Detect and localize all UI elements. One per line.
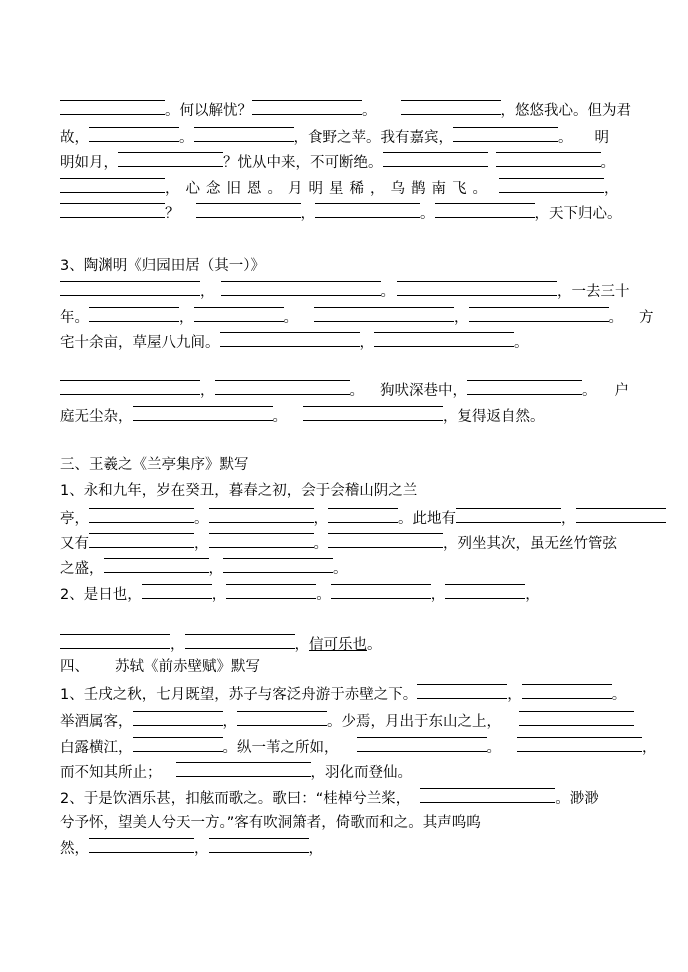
text: ，心念旧恩。月明星稀，乌鹊南飞。	[165, 181, 493, 197]
text-line	[60, 281, 630, 301]
blank-field[interactable]	[60, 100, 165, 115]
blank-field[interactable]	[60, 203, 165, 218]
text: ，	[308, 841, 323, 857]
text: ，	[300, 206, 315, 222]
text: 亭，	[60, 511, 89, 527]
blank-field[interactable]	[194, 127, 294, 142]
blank-field[interactable]	[374, 332, 514, 347]
text: 。渺渺	[555, 791, 599, 807]
text: 。	[349, 383, 364, 399]
text: 户	[614, 383, 629, 399]
text: ，	[525, 587, 540, 603]
text: 。	[194, 511, 209, 527]
text: 。	[367, 637, 382, 653]
blank-field[interactable]	[176, 762, 311, 777]
heading-text: 苏轼《前赤壁赋》默写	[115, 659, 260, 675]
blank-field[interactable]	[194, 307, 284, 322]
text: ，	[430, 587, 446, 603]
underlined-text: 信可乐也	[309, 637, 367, 653]
text: 2、是日也，	[60, 587, 142, 603]
text-line	[60, 558, 348, 578]
blank-field[interactable]	[445, 584, 525, 599]
blank-field[interactable]	[209, 508, 314, 523]
text: ，	[561, 511, 576, 527]
text: ，	[179, 310, 194, 326]
text-line	[60, 533, 617, 553]
text: 。纵一苇之所如，	[222, 740, 339, 756]
blank-field[interactable]	[467, 380, 582, 395]
blank-field[interactable]	[221, 281, 381, 296]
text-line	[60, 762, 412, 782]
text: ，	[454, 310, 469, 326]
blank-field[interactable]	[104, 558, 209, 573]
blank-field[interactable]	[417, 684, 507, 699]
text: 。	[362, 103, 377, 119]
text: 。	[333, 561, 348, 577]
blank-field[interactable]	[303, 406, 443, 421]
text: 庭无尘杂，	[60, 409, 133, 425]
text: 。少焉，月出于东山之上，	[327, 714, 501, 730]
blank-field[interactable]	[252, 100, 362, 115]
text: 明	[594, 130, 609, 146]
text: 。此地有	[398, 511, 456, 527]
text: ，	[642, 740, 657, 756]
text-line	[60, 152, 615, 172]
text: 宅十余亩，草屋八九间。	[60, 335, 220, 351]
blank-field[interactable]	[357, 737, 487, 752]
text: ，	[294, 637, 309, 653]
blank-field[interactable]	[237, 711, 327, 726]
text: ，	[313, 511, 328, 527]
blank-field[interactable]	[420, 788, 555, 803]
section-heading	[60, 657, 260, 677]
text: 1、壬戌之秋，七月既望，苏子与客泛舟游于赤壁之下。	[60, 687, 418, 703]
text-line	[60, 178, 619, 198]
text-line	[60, 584, 540, 604]
text: 。	[179, 130, 194, 146]
heading-number: 四、	[60, 659, 89, 675]
text: ？忧从中来，不可断绝。	[223, 155, 383, 171]
text: ，	[194, 536, 209, 552]
blank-field[interactable]	[133, 737, 223, 752]
text: 方	[639, 310, 654, 326]
blank-field[interactable]	[60, 178, 165, 193]
blank-field[interactable]	[89, 127, 179, 142]
blank-field[interactable]	[89, 508, 194, 523]
text: ，	[200, 284, 215, 300]
text-line	[60, 380, 629, 400]
text: 。	[313, 536, 328, 552]
blank-field[interactable]	[456, 508, 561, 523]
text-line	[60, 406, 545, 426]
blank-field[interactable]	[397, 281, 557, 296]
text: ，	[359, 335, 374, 351]
text-line	[60, 634, 382, 654]
text: 明如月，	[60, 155, 118, 171]
text-line	[60, 127, 609, 147]
text-line	[60, 332, 529, 352]
blank-field[interactable]	[314, 307, 454, 322]
text: ，	[604, 181, 619, 197]
blank-field[interactable]	[196, 203, 301, 218]
text: 。	[558, 130, 573, 146]
blank-field[interactable]	[89, 838, 194, 853]
text: 。	[316, 587, 331, 603]
blank-field[interactable]	[496, 152, 601, 167]
blank-field[interactable]	[89, 533, 194, 548]
text: ，羽化而登仙。	[310, 765, 412, 781]
blank-field[interactable]	[223, 558, 333, 573]
blank-field[interactable]	[383, 152, 488, 167]
text: 。	[514, 335, 529, 351]
blank-field[interactable]	[89, 307, 179, 322]
blank-field[interactable]	[453, 127, 558, 142]
blank-field[interactable]	[133, 711, 223, 726]
blank-field[interactable]	[118, 152, 223, 167]
blank-field[interactable]	[226, 584, 316, 599]
text-line	[60, 838, 323, 858]
text-line	[60, 684, 626, 704]
text: ，食野之苹。我有嘉宾，	[293, 130, 453, 146]
section-heading: 3、陶渊明《归园田居（其一）》	[60, 258, 265, 274]
text-line: 1、永和九年，岁在癸丑，暮春之初，会于会稽山阴之兰	[60, 483, 418, 499]
text: 狗吠深巷中，	[380, 383, 467, 399]
blank-field[interactable]	[220, 332, 360, 347]
blank-field[interactable]	[142, 584, 212, 599]
blank-field[interactable]	[576, 508, 666, 523]
text: ，悠悠我心。但为君	[500, 103, 631, 119]
text: 白露横江，	[60, 740, 133, 756]
text-line	[60, 737, 657, 757]
blank-field[interactable]	[133, 406, 273, 421]
text: 然，	[60, 841, 89, 857]
blank-field[interactable]	[469, 307, 609, 322]
text: ？	[165, 206, 180, 222]
text: 又有	[60, 536, 89, 552]
blank-field[interactable]	[499, 178, 604, 193]
blank-field[interactable]	[209, 838, 309, 853]
text: 而不知其所止；	[60, 765, 162, 781]
blank-field[interactable]	[435, 203, 535, 218]
text: ，	[194, 841, 209, 857]
blank-field[interactable]	[60, 380, 200, 395]
text: 。	[420, 206, 435, 222]
text: 。	[611, 687, 627, 703]
text: ，	[208, 561, 223, 577]
text: 。	[272, 409, 287, 425]
blank-field[interactable]	[401, 100, 501, 115]
text: 故，	[60, 130, 89, 146]
text: 。	[380, 284, 395, 300]
blank-field[interactable]	[328, 533, 443, 548]
text-line	[60, 508, 666, 528]
blank-field[interactable]	[331, 584, 431, 599]
blank-field[interactable]	[315, 203, 420, 218]
blank-field[interactable]	[522, 684, 612, 699]
text: 举酒属客，	[60, 714, 133, 730]
text: 。	[283, 310, 298, 326]
text-line	[60, 711, 634, 731]
text: ，天下归心。	[534, 206, 622, 222]
text-line	[60, 307, 654, 327]
text: 。	[600, 155, 615, 171]
text: 。	[608, 310, 623, 326]
blank-field[interactable]	[328, 508, 398, 523]
blank-field[interactable]	[215, 380, 350, 395]
text-line	[60, 788, 599, 808]
section-heading: 三、王羲之《兰亭集序》默写	[60, 457, 249, 473]
text-line	[60, 100, 631, 120]
text: ，	[222, 714, 237, 730]
blank-field[interactable]	[185, 634, 295, 649]
blank-field[interactable]	[60, 281, 200, 296]
text: 年。	[60, 310, 89, 326]
blank-field[interactable]	[519, 711, 634, 726]
text: ，复得返自然。	[443, 409, 545, 425]
text-line: 兮予怀，望美人兮天一方。”客有吹洞箫者，倚歌而和之。其声呜呜	[60, 815, 481, 831]
text: 。	[582, 383, 597, 399]
text: ，	[170, 637, 185, 653]
text: ，列坐其次，虽无丝竹管弦	[443, 536, 617, 552]
text: ，	[507, 687, 522, 703]
text: ，	[200, 383, 215, 399]
text: 2、于是饮酒乐甚，扣舷而歌之。歌曰：“桂棹兮兰桨，	[60, 791, 411, 807]
blank-field[interactable]	[517, 737, 642, 752]
text: ，一去三十	[557, 284, 630, 300]
text: 。何以解忧？	[165, 103, 252, 119]
blank-field[interactable]	[60, 634, 170, 649]
text: 。	[486, 740, 501, 756]
text: ，	[211, 587, 227, 603]
blank-field[interactable]	[209, 533, 314, 548]
text: 之盛，	[60, 561, 104, 577]
text-line	[60, 203, 622, 223]
